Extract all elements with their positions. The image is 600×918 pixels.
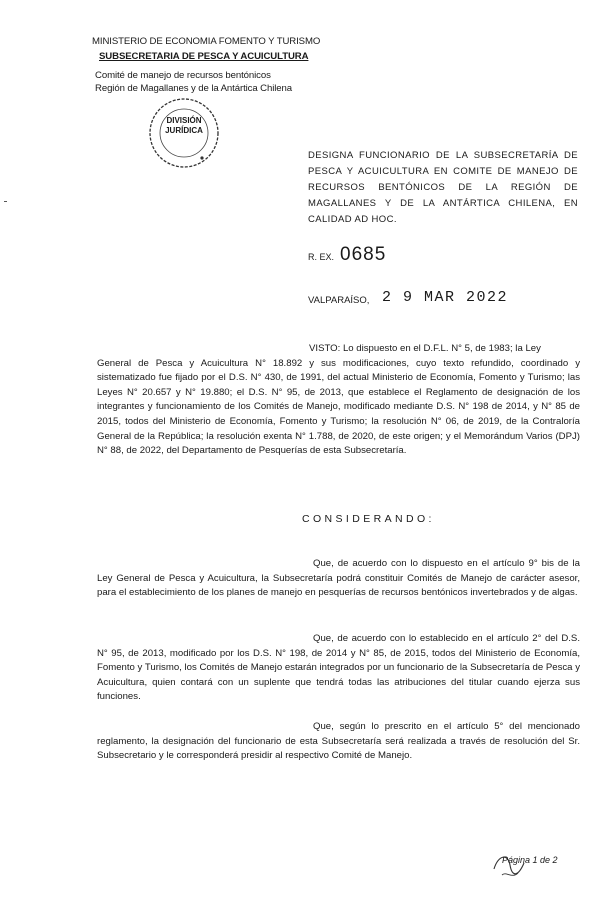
considerando-text-3: Que, según lo prescrito en el artículo 5° del mencionado reglamento, la designación del funcionario de esta Subsecretaría será realizada a través de resolución del Sr. Subsecretario y le corresponderá presidir al respectivo Comité de Manejo.: [97, 721, 580, 762]
place: VALPARAÍSO,: [308, 295, 370, 306]
vistos-body: General de Pesca y Acuicultura N° 18.892 y sus modificaciones, cuyo texto refundido, coordinado y sistematizado fue fijado por el D.S. N° 430, de 1991, del actual Ministerio de Economía, Fomento y Turismo; las Leyes N° 20.657 y N° 19.880; el D.S. N° 95, de 2013, que establece el Reglamento de designación de los integrantes y funcionamiento de los Comités de Manejo, modificado mediante D.S. N° 198 de 2014, y N° 85 de 2015, todos del Ministerio de Economía, Fomento y Turismo; la resolución N° 06, de 2019, de la Contraloría General de la República; la resolución exenta N° 1.788, de 2020, de este origen; y el Memorándum Varios (DPJ) N° 88, de 2022, del Departamento de Pesquerías de esta Subsecretaría.: [97, 357, 580, 457]
resolution-number: 0685: [340, 244, 387, 265]
vistos-lead: VISTO: Lo dispuesto en el D.F.L. N° 5, de 1983; la Ley: [309, 343, 541, 354]
committee-line-2: Región de Magallanes y de la Antártica Chilena: [95, 83, 292, 94]
margin-mark: [4, 201, 7, 202]
considerando-paragraph-1: [97, 557, 580, 601]
seal-line-2: JURÍDICA: [165, 126, 203, 135]
committee-line-1: Comité de manejo de recursos bentónicos: [95, 70, 271, 81]
seal-text: [148, 116, 220, 136]
resolution-label: R. EX.: [308, 252, 335, 262]
considerando-text-1: Que, de acuerdo con lo dispuesto en el artículo 9° bis de la Ley General de Pesca y Acuicultura, la Subsecretaría podrá constituir Comités de Manejo de carácter asesor, para el establecimiento de los planes de manejo en pesquerías de recursos bentónicos invertebrados y de algas.: [97, 558, 580, 599]
considerando-paragraph-3: [97, 720, 580, 764]
considerando-paragraph-2: [97, 632, 580, 705]
considerando-text-2: Que, de acuerdo con lo establecido en el artículo 2° del D.S. N° 95, de 2013, modificado por los D.S. N° 198, de 2014 y N° 85, de 2015, todos del Ministerio de Economía, Fomento y Turismo, los Comités de Manejo estarán integrados por un funcionario de la Subsecretaría de Pesca y Acuicultura, quien contará con un suplente que tendrá todas las atribuciones del titular cuando ejerza sus funciones.: [97, 633, 580, 703]
resolution-subject: DESIGNA FUNCIONARIO DE LA SUBSECRETARÍA DE PESCA Y ACUICULTURA EN COMITE DE MANEJO DE RECURSOS BENTÓNICOS DE LA REGIÓN DE MAGALLANES Y DE LA ANTÁRTICA CHILENA, EN CALIDAD AD HOC.: [308, 150, 578, 225]
considerando-title: CONSIDERANDO:: [302, 513, 435, 525]
seal-line-1: DIVISIÓN: [166, 116, 202, 125]
date-stamp: 2 9 MAR 2022: [382, 289, 509, 306]
vistos-paragraph: [97, 342, 580, 459]
ministry-header: MINISTERIO DE ECONOMIA FOMENTO Y TURISMO: [92, 36, 321, 47]
page-number: Página 1 de 2: [502, 855, 558, 865]
subsecretaria-header: SUBSECRETARIA DE PESCA Y ACUICULTURA: [99, 51, 309, 62]
